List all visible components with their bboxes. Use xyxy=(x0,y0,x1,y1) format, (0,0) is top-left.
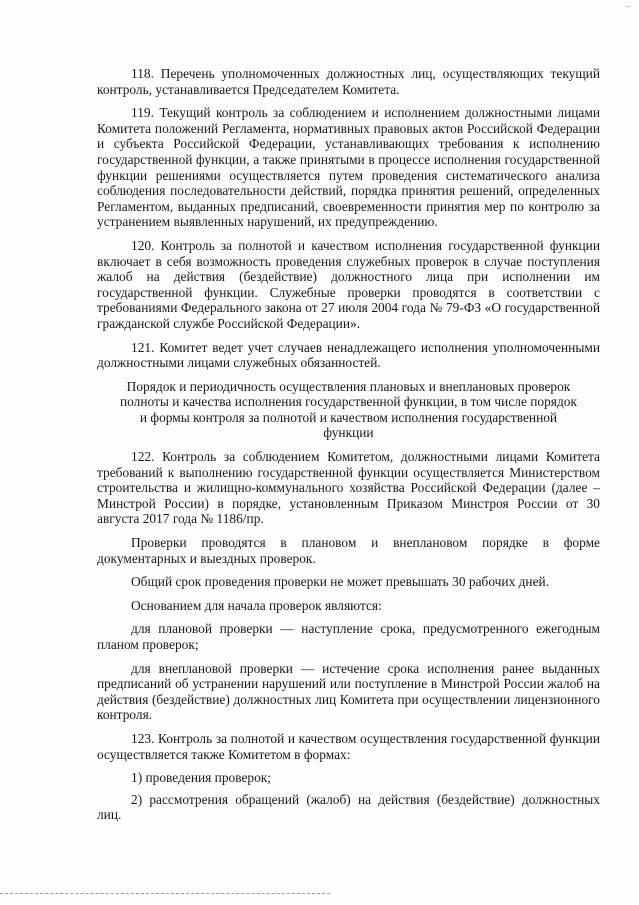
paragraph-119: 119. Текущий контроль за соблюдением и исполнением должностными лицами Комитета положений Регламента, нормативных правовых актов Российской Федерации и субъекта Российской Федерации, устанавливающих требования к исполнению государственной функции, а также принятыми в процессе исполнения государственной функции решениями осуществляется путем проведения систематического анализа соблюдения последовательности действий, порядка принятия решений, определенных Регламентом, выданных предписаний, своевременности принятия мер по контролю за устранением выявленных нарушений, их предупреждению. xyxy=(97,105,600,230)
paragraph-unplanned-inspection: для внеплановой проверки — истечение срока исполнения ранее выданных предписаний об устранении нарушений или поступление в Минстрой России жалоб на действия (бездействие) должностных лиц Комитета при осуществлении лицензионного контроля. xyxy=(97,660,600,723)
document-body xyxy=(97,66,600,831)
paragraph-planned-inspection: для плановой проверки — наступление срока, предусмотренного ежегодным планом проверок; xyxy=(97,621,600,652)
paragraph-118: 118. Перечень уполномоченных должностных лиц, осуществляющих текущий контроль, устанавливается Председателем Комитета. xyxy=(97,66,600,97)
footer-divider xyxy=(0,893,330,894)
paragraph-123: 123. Контроль за полнотой и качеством осуществления государственной функции осуществляется также Комитетом в формах: xyxy=(97,730,600,762)
paragraph-grounds-intro: Основанием для начала проверок являются: xyxy=(131,597,382,613)
list-item-2: 2) рассмотрения обращений (жалоб) на действия (бездействие) должностных лиц. xyxy=(97,791,600,823)
scan-artifact xyxy=(625,6,631,7)
section-heading: Порядок и периодичность осуществления плановых и внеплановых проверок полноты и качества исполнения государственной функции, в том числе порядок и формы контроля за полнотой и качеством исполнения государственной функции xyxy=(120,378,577,441)
paragraph-122: 122. Контроль за соблюдением Комитетом, должностными лицами Комитета требований к выполнению государственной функции осуществляется Министерством строительства и жилищно-коммунального хозяйства Российской Федерации (далее – Минстрой России) в порядке, установленным Приказом Минстроя России от 30 августа 2017 года № 1186/пр. xyxy=(97,449,600,527)
paragraph-inspection-form: Проверки проводятся в плановом и внеплановом порядке в форме документарных и выездных проверок. xyxy=(97,535,600,566)
paragraph-inspection-duration: Общий срок проведения проверки не может превышать 30 рабочих дней. xyxy=(131,574,550,590)
list-item-1: 1) проведения проверок; xyxy=(131,770,272,786)
paragraph-120: 120. Контроль за полнотой и качеством исполнения государственной функции включает в себя возможность проведения служебных проверок в случае поступления жалоб на действия (бездействие) должностного лица при исполнении им государственной функции. Служебные проверки проводятся в соответствии с требованиями Федерального закона от 27 июля 2004 года № 79-ФЗ «О государственной гражданской службе Российской Федерации». xyxy=(97,237,600,331)
paragraph-121: 121. Комитет ведет учет случаев ненадлежащего исполнения уполномоченными должностными лицами служебных обязанностей. xyxy=(97,339,600,371)
